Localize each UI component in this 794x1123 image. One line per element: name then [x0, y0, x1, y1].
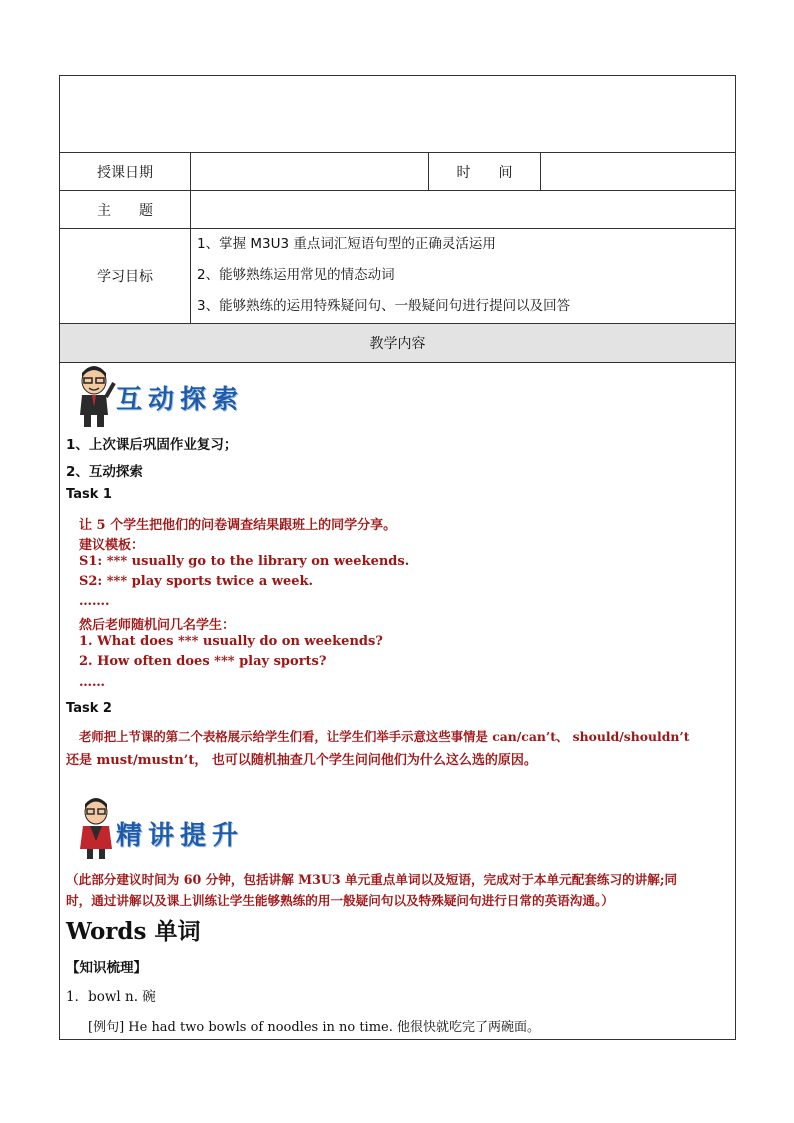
task2-line: 还是 must/mustn’t， 也可以随机抽查几个学生问问他们为什么这么选的原因。: [66, 753, 537, 768]
words-heading: Words 单词: [66, 918, 201, 945]
task2-label: Task 2: [66, 701, 112, 716]
goals-list: [191, 229, 735, 323]
word-entry: 1．bowl n. 碗: [66, 989, 156, 1005]
task1-line: S2: *** play sports twice a week.: [79, 574, 314, 589]
goals-row: [60, 229, 735, 324]
goal-item: 3、能够熟练的运用特殊疑问句、一般疑问句进行提问以及回答: [197, 298, 571, 314]
goal-item: 1、掌握 M3U3 重点词汇短语句型的正确灵活运用: [197, 236, 496, 252]
time-value-cell[interactable]: [541, 153, 735, 190]
section2-note-line: （此部分建议时间为 60 分钟，包括讲解 M3U3 单元重点单词以及短语，完成对于本单元配套练习的讲解;同: [66, 872, 678, 887]
task1-label: Task 1: [66, 487, 112, 502]
task1-line: S1: *** usually go to the library on weekends.: [79, 554, 410, 569]
task1-line: …….: [79, 594, 110, 609]
section-title-lecture: 精讲提升: [116, 821, 245, 851]
date-label: 授课日期: [97, 164, 153, 181]
topic-label-cell: [60, 191, 191, 228]
topic-row: [60, 191, 735, 229]
task1-line: 然后老师随机问几名学生：: [79, 618, 236, 633]
section1-item: 2、互动探索: [66, 464, 143, 480]
date-label-cell: [60, 153, 191, 190]
goal-item: 2、能够熟练运用常见的情态动词: [197, 267, 395, 283]
task1-line: ……: [79, 675, 105, 690]
time-label-cell: [429, 153, 541, 190]
blank-header-row: [60, 76, 735, 153]
task1-line: 1. What does *** usually do on weekends?: [79, 634, 383, 649]
teacher-mascot-icon: [76, 797, 116, 859]
task1-line: 让 5 个学生把他们的问卷调查结果跟班上的同学分享。: [79, 518, 397, 533]
section1-item: 1、上次课后巩固作业复习；: [66, 437, 238, 453]
section2-note-line: 时，通过讲解以及课上训练让学生能够熟练的用一般疑问句以及特殊疑问句进行日常的英语沟通。）: [66, 893, 614, 908]
goals-label-cell: [60, 229, 191, 323]
time-label: 时 间: [456, 164, 513, 181]
teacher-mascot-icon: [72, 365, 118, 429]
date-time-row: [60, 153, 735, 191]
lesson-plan-table: [59, 75, 736, 1040]
date-value-cell[interactable]: [191, 153, 429, 190]
word-example: [例句] He had two bowls of noodles in no time. 他很快就吃完了两碗面。: [88, 1020, 540, 1035]
topic-label: 主 题: [97, 202, 153, 219]
content-header-row: [60, 324, 735, 363]
content-header-cell: [60, 324, 735, 362]
task2-line: 老师把上节课的第二个表格展示给学生们看，让学生们举手示意这些事情是 can/can’t、 should/shouldn’t: [79, 729, 690, 744]
content-area: [60, 363, 735, 1039]
topic-value-cell[interactable]: [191, 191, 735, 228]
section-title-interactive: 互动探索: [116, 385, 245, 415]
task1-line: 2. How often does *** play sports?: [79, 654, 327, 669]
task1-line: 建议模板：: [79, 538, 145, 553]
knowledge-label: 【知识梳理】: [66, 960, 147, 976]
goals-label: 学习目标: [97, 269, 153, 285]
content-header: 教学内容: [369, 336, 426, 352]
